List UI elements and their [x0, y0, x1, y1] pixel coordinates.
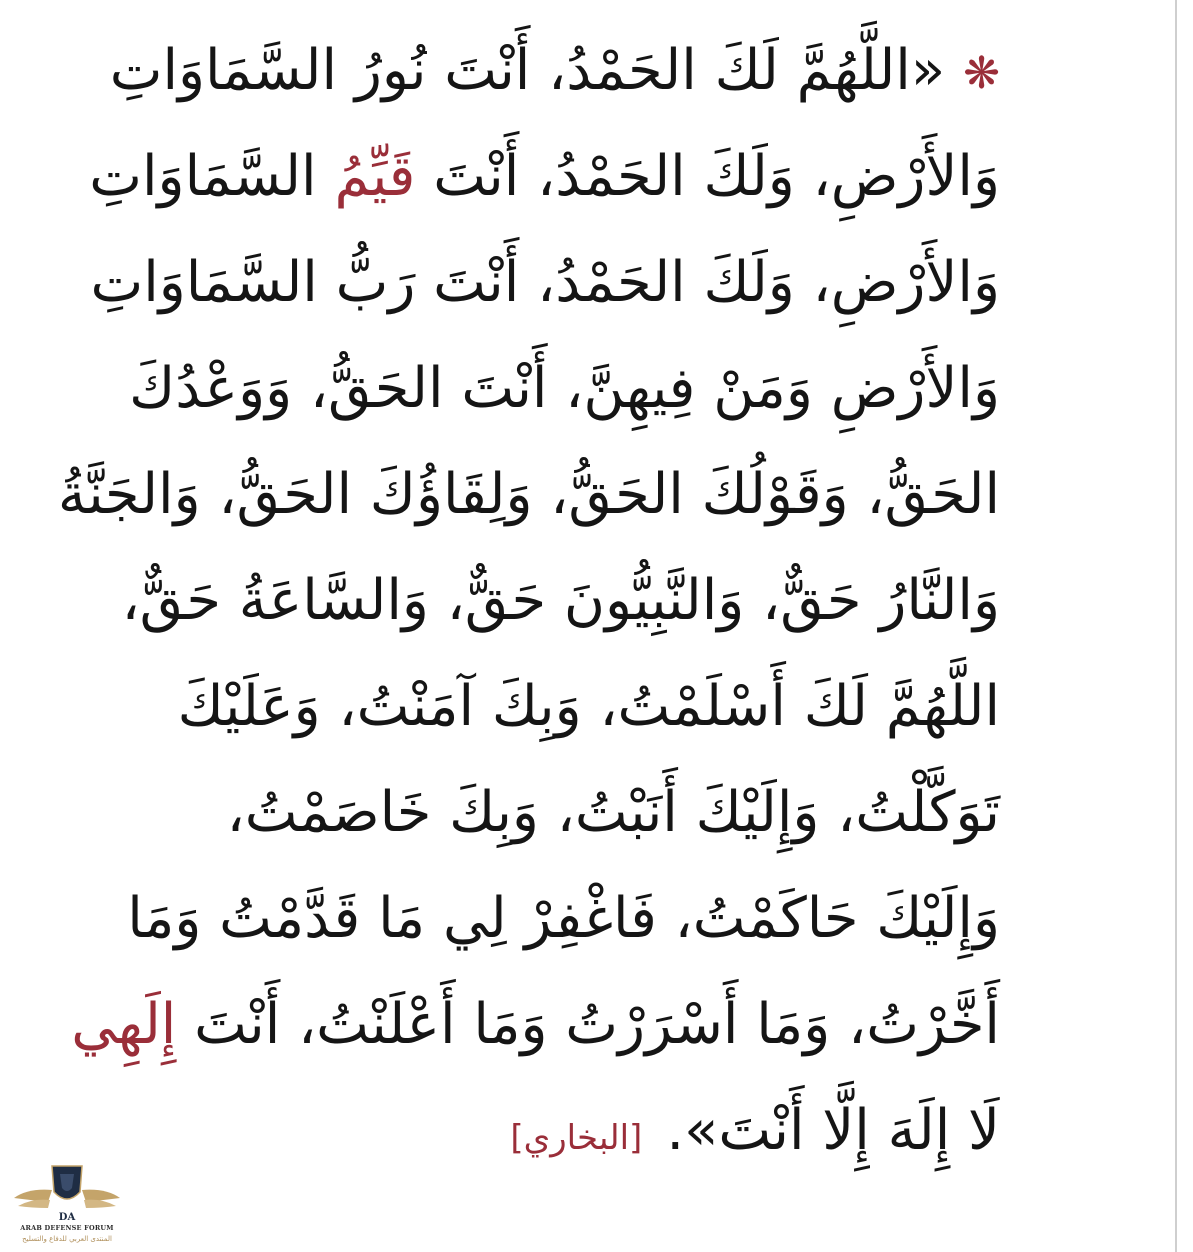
dua-line-8 [150, 760, 1000, 866]
dua-line-7-text: اللَّهُمَّ لَكَ أَسْلَمْتُ، وَبِكَ آمَنْتُ، وَعَلَيْكَ [177, 674, 1000, 739]
winged-shield-emblem-icon [8, 1158, 126, 1224]
dua-line-11-text: لَا إِلَهَ إِلَّا أَنْتَ». [666, 1098, 1000, 1163]
dua-line-9-text: وَإِلَيْكَ حَاكَمْتُ، فَاغْفِرْ لِي مَا قَدَّمْتُ وَمَا [127, 886, 1000, 951]
dua-line-1-text: «اللَّهُمَّ لَكَ الحَمْدُ، أَنْتَ نُورُ السَّمَاوَاتِ [109, 38, 946, 103]
dua-line-5-text: الحَقُّ، وَقَوْلُكَ الحَقُّ، وَلِقَاؤُكَ الحَقُّ، وَالجَنَّةُ [57, 462, 1000, 527]
highlight-ilahi: إِلَهِي [71, 992, 177, 1057]
hadith-source: [البخاري] [510, 1118, 643, 1158]
dua-line-2-text: وَالأَرْضِ، وَلَكَ الحَمْدُ، أَنْتَ [433, 144, 1000, 209]
dua-text-block [57, 18, 1000, 1184]
page-edge-divider [1175, 0, 1177, 1252]
dua-line-10-text: أَخَّرْتُ، وَمَا أَسْرَرْتُ وَمَا أَعْلَنْتُ، أَنْتَ [194, 992, 1000, 1057]
dua-line-9 [127, 866, 1000, 972]
dua-line-2-tail: السَّمَاوَاتِ [89, 144, 317, 209]
dua-line-1 [109, 18, 1000, 124]
dua-line-3 [90, 230, 1000, 336]
dua-line-7 [150, 654, 1000, 760]
dua-line-3-text: وَالأَرْضِ، وَلَكَ الحَمْدُ، أَنْتَ رَبُّ السَّمَاوَاتِ [90, 250, 1000, 315]
logo-name-en: ARAB DEFENSE FORUM [20, 1224, 114, 1232]
dua-line-4-text: وَالأَرْضِ وَمَنْ فِيهِنَّ، أَنْتَ الحَقُّ، وَوَعْدُكَ [129, 356, 1000, 421]
dua-line-10 [71, 972, 1000, 1078]
dua-line-2 [89, 124, 1000, 230]
dua-line-4 [129, 336, 1000, 442]
dua-line-6 [121, 548, 1000, 654]
dua-line-5 [57, 442, 1000, 548]
svg-text:DA: DA [58, 1212, 76, 1223]
dua-line-11 [150, 1078, 1000, 1184]
forum-watermark-logo [8, 1158, 126, 1248]
star-ornament-icon: ❋ [963, 47, 1000, 99]
logo-name-ar: المنتدى العربي للدفاع والتسليح [22, 1235, 112, 1243]
dua-line-6-text: وَالنَّارُ حَقٌّ، وَالنَّبِيُّونَ حَقٌّ، وَالسَّاعَةُ حَقٌّ، [121, 568, 1000, 633]
dua-line-8-text: تَوَكَّلْتُ، وَإِلَيْكَ أَنَبْتُ، وَبِكَ خَاصَمْتُ، [226, 780, 1000, 845]
highlight-qayyim: قَيِّمُ [334, 144, 416, 209]
